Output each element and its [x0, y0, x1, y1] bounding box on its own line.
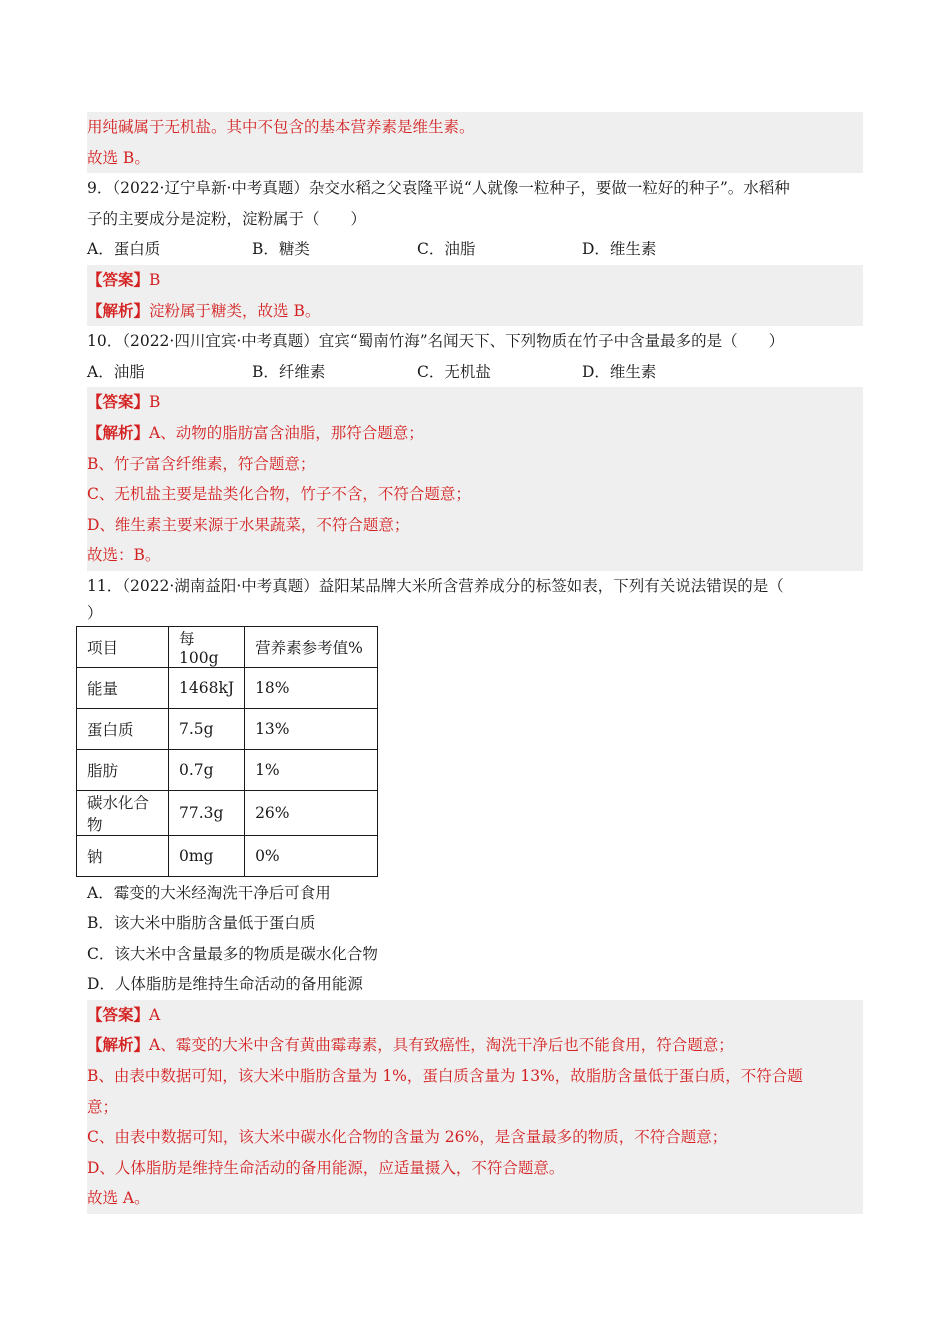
table-row [77, 749, 378, 790]
q10-option-b: B．纤维素 [252, 362, 326, 381]
q11-answer-value: A [149, 1005, 161, 1024]
q11-option-b: B．该大米中脂肪含量低于蛋白质 [87, 914, 316, 933]
answer-tag: 【答案】 [87, 392, 150, 412]
q10-stem-line1: 10．（2022·四川宜宾·中考真题）宜宾“蜀南竹海”名闻天下、下列物质在竹子中含量最多的是（ ） [87, 332, 785, 351]
table-row [77, 835, 378, 876]
q9-option-c: C．油脂 [417, 240, 476, 259]
prev-conclusion: 故选 B。 [87, 148, 150, 167]
analysis-tag: 【解析】 [87, 1035, 150, 1055]
q10-conclusion: 故选：B。 [87, 546, 161, 565]
q10-analysis-line3: C、无机盐主要是盐类化合物，竹子不含，不符合题意； [87, 485, 471, 504]
q9-answer [87, 265, 863, 296]
table-cell: 碳水化合物 [77, 790, 169, 835]
table-cell: 1468kJ [169, 667, 245, 708]
analysis-tag: 【解析】 [87, 422, 150, 442]
table-header-row [77, 626, 378, 667]
table-cell: 脂肪 [77, 749, 169, 790]
table-cell: 0.7g [169, 749, 245, 790]
nutrition-table [76, 626, 378, 877]
table-row [77, 790, 378, 835]
q11-option-d: D．人体脂肪是维持生命活动的备用能源 [87, 975, 363, 994]
table-header-cell: 每 100g [169, 626, 245, 667]
question-11 [87, 571, 863, 1214]
q10-option-a: A．油脂 [87, 362, 145, 381]
q10-option-d: D．维生素 [582, 362, 657, 381]
q9-option-a: A．蛋白质 [87, 240, 161, 259]
q10-analysis-line2: B、竹子富含纤维素，符合题意； [87, 454, 316, 473]
q11-analysis-line1 [87, 1030, 863, 1061]
q10-answer-block [87, 387, 863, 571]
q11-option-a: A．霉变的大米经淘洗干净后可食用 [87, 883, 331, 902]
q9-stem-line1: 9．（2022·辽宁阜新·中考真题）杂交水稻之父袁隆平说“人就像一粒种子，要做一粒好的种子”。水稻种 [87, 179, 790, 198]
q10-answer-value: B [149, 393, 161, 412]
q9-stem-line2: 子的主要成分是淀粉，淀粉属于（ ） [87, 209, 367, 228]
table-cell: 钠 [77, 835, 169, 876]
q11-analysis-line4: C、由表中数据可知，该大米中碳水化合物的含量为 26%，是含量最多的物质，不符合题意； [87, 1128, 728, 1147]
q10-analysis-line4: D、维生素主要来源于水果蔬菜，不符合题意； [87, 515, 410, 534]
q11-answer [87, 1000, 863, 1031]
q11-analysis-line3: 意； [87, 1097, 119, 1116]
table-row [77, 667, 378, 708]
q11-analysis-line2: B、由表中数据可知，该大米中脂肪含量为 1%，蛋白质含量为 13%，故脂肪含量低于蛋白质，不符合题 [87, 1067, 803, 1086]
table-row [77, 708, 378, 749]
table-header-cell: 项目 [77, 626, 169, 667]
q11-analysis-text: A、霉变的大米中含有黄曲霉毒素，具有致癌性，淘洗干净后也不能食用，符合题意； [149, 1036, 734, 1055]
q9-option-b: B．糖类 [252, 240, 310, 259]
q11-conclusion: 故选 A。 [87, 1189, 150, 1208]
q9-answer-value: B [149, 270, 161, 289]
table-cell: 0mg [169, 835, 245, 876]
q10-options [87, 357, 863, 388]
document-page [87, 112, 863, 1214]
q9-analysis-text: 淀粉属于糖类，故选 B。 [149, 301, 321, 320]
table-cell: 0% [245, 835, 378, 876]
q10-answer [87, 387, 863, 418]
prev-analysis-block [87, 112, 863, 173]
q10-option-c: C．无机盐 [417, 362, 491, 381]
q9-options [87, 234, 863, 265]
table-cell: 1% [245, 749, 378, 790]
table-cell: 18% [245, 667, 378, 708]
q10-analysis-line1 [87, 418, 863, 449]
q11-answer-block [87, 1000, 863, 1214]
q11-analysis-line5: D、人体脂肪是维持生命活动的备用能源，应适量摄入，不符合题意。 [87, 1158, 565, 1177]
q10-analysis-text: A、动物的脂肪富含油脂，那符合题意； [149, 423, 424, 442]
q11-option-c: C．该大米中含量最多的物质是碳水化合物 [87, 944, 378, 963]
q11-stem-line2: ） [87, 603, 103, 622]
question-10 [87, 326, 863, 571]
table-cell: 26% [245, 790, 378, 835]
table-cell: 77.3g [169, 790, 245, 835]
q9-answer-block [87, 265, 863, 326]
prev-analysis-line: 用纯碱属于无机盐。其中不包含的基本营养素是维生素。 [87, 118, 475, 136]
answer-tag: 【答案】 [87, 1004, 150, 1024]
question-9 [87, 173, 863, 326]
answer-tag: 【答案】 [87, 269, 150, 289]
q11-stem-line1: 11．（2022·湖南益阳·中考真题）益阳某品牌大米所含营养成分的标签如表，下列有关说法错误的是（ [87, 576, 784, 595]
q9-analysis [87, 296, 863, 327]
table-cell: 7.5g [169, 708, 245, 749]
table-cell: 蛋白质 [77, 708, 169, 749]
analysis-tag: 【解析】 [87, 300, 150, 320]
q9-option-d: D．维生素 [582, 240, 657, 259]
table-cell: 13% [245, 708, 378, 749]
table-header-cell: 营养素参考值% [245, 626, 378, 667]
table-cell: 能量 [77, 667, 169, 708]
